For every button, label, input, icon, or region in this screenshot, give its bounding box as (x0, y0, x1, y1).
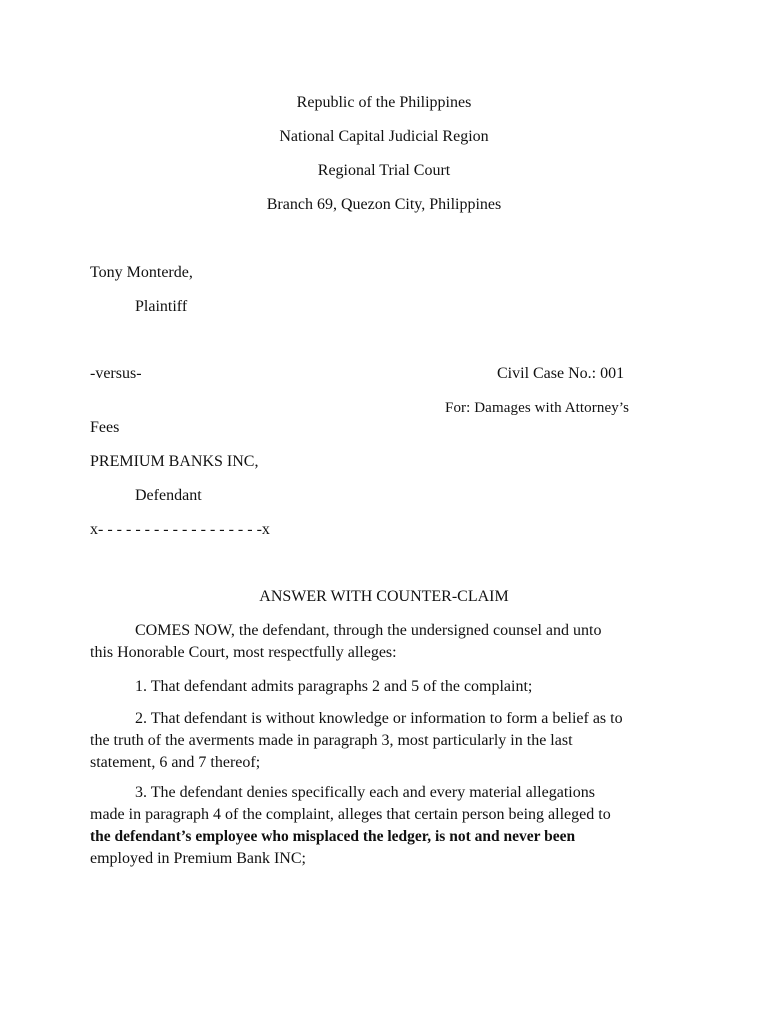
plaintiff-role: Plaintiff (135, 298, 188, 315)
paragraph-3-line-3-bold: the defendant’s employee who misplaced the ledger, is not and never been (90, 828, 576, 845)
case-number: Civil Case No.: 001 (497, 365, 625, 382)
paragraph-2-line-1: 2. That defendant is without knowledge or information to form a belief as to (135, 710, 623, 727)
paragraph-2-line-3: statement, 6 and 7 thereof; (90, 754, 261, 771)
paragraph-2 (90, 708, 680, 774)
plaintiff-name: Tony Monterde, (90, 264, 193, 281)
paragraph-2-line-2: the truth of the averments made in paragraph 3, most particularly in the last (90, 732, 573, 749)
paragraph-1-line-1: 1. That defendant admits paragraphs 2 and 5 of the complaint; (135, 678, 533, 695)
pleading-title: ANSWER WITH COUNTER-CLAIM (259, 588, 509, 605)
case-nature: For: Damages with Attorney’s (445, 400, 630, 416)
caption-court: Regional Trial Court (317, 162, 451, 179)
caption-separator: x- - - - - - - - - - - - - - - - - -x (90, 521, 270, 538)
caption-republic: Republic of the Philippines (296, 94, 472, 111)
paragraph-3-line-1: 3. The defendant denies specifically each and every material allegations (135, 784, 595, 801)
paragraph-1 (90, 676, 680, 698)
case-nature-continued: Fees (90, 419, 120, 436)
caption-region: National Capital Judicial Region (279, 128, 489, 145)
intro-paragraph (90, 620, 680, 664)
paragraph-3-line-4: employed in Premium Bank INC; (90, 850, 306, 867)
defendant-name: PREMIUM BANKS INC, (90, 453, 259, 470)
intro-line-1: COMES NOW, the defendant, through the undersigned counsel and unto (135, 622, 602, 639)
caption-branch: Branch 69, Quezon City, Philippines (266, 196, 502, 213)
defendant-role: Defendant (135, 487, 202, 504)
paragraph-3-line-2: made in paragraph 4 of the complaint, alleges that certain person being alleged to (90, 806, 611, 823)
versus-label: -versus- (90, 365, 142, 382)
paragraph-3 (90, 782, 680, 870)
intro-line-2: this Honorable Court, most respectfully alleges: (90, 644, 397, 661)
